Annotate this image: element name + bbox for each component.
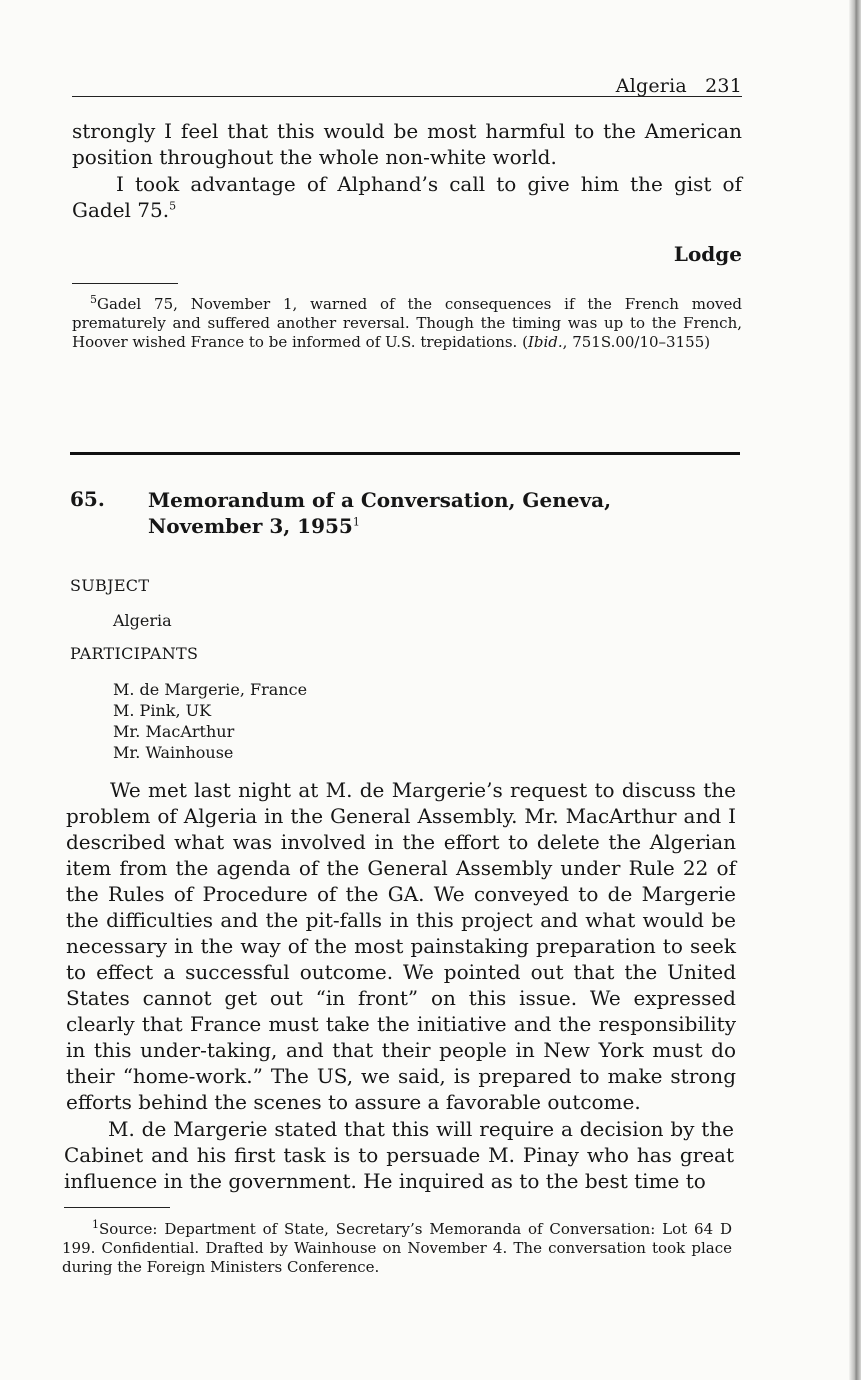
body-paragraph-2: M. de Margerie stated that this will require a decision by the Cabinet and his first task is to persuade M. Pinay who has great influence in the government. He inquired as to the best time to xyxy=(64,1117,734,1193)
document-number: 65. xyxy=(70,487,105,511)
signature: Lodge xyxy=(673,242,742,266)
subject-label: SUBJECT xyxy=(70,576,150,595)
carryover-paragraph-1: strongly I feel that this would be most harmful to the American position throughout the whole non-white world. xyxy=(72,119,742,169)
page-number: 231 xyxy=(705,75,742,97)
document-title: Memorandum of a Conversation, Geneva, November 3, 1955$^1$ xyxy=(148,488,612,538)
carryover-paragraph-2: I took advantage of Alphand’s call to give him the gist of Gadel 75.$^5$ xyxy=(72,172,742,222)
footnote-5-marker: 5 xyxy=(90,293,97,306)
footnote-ref-5: 5 xyxy=(169,199,177,213)
body-paragraph-1: We met last night at M. de Margerie’s request to discuss the problem of Algeria in the General Assembly. Mr. MacArthur and I described what was involved in the effort to delete the Algerian item from the agenda of the General Assembly under Rule 22 of the Rules of Procedure of the GA. We conveyed to de Margerie the difficulties and the pit-falls in this project and what would be necessary in the way of the most painstaking preparation to seek to effect a successful outcome. We pointed out that the United States cannot get out “in front” on this issue. We expressed clearly that France must take the initiative and the responsibility in this under-taking, and that their people in New York must do their “home-work.” The US, we said, is prepared to make strong efforts behind the scenes to assure a favorable outcome. xyxy=(66,778,736,1114)
footnote-ref-1: 1 xyxy=(352,515,360,529)
running-title: Algeria xyxy=(615,75,687,97)
participant: Mr. Wainhouse xyxy=(113,743,234,762)
subject-value: Algeria xyxy=(113,611,172,630)
footnote-1: $^1$Source: Department of State, Secretary’s Memoranda of Conversation: Lot 64 D 199. Confidential. Drafted by Wainhouse on November 4. The conversation took place during the Foreign Ministers Conference. xyxy=(62,1218,732,1276)
participant: M. de Margerie, France xyxy=(113,680,308,699)
running-header xyxy=(616,75,742,97)
footnote-5: $^5$Gadel 75, November 1, warned of the consequences if the French moved prematurely and suffered another reversal. Though the timing was up to the French, Hoover wished France to be informed of U.S. trepidations. (Ibid., 751S.00/10–3155) xyxy=(72,293,742,351)
footnote-rule xyxy=(72,283,178,284)
participants-label: PARTICIPANTS xyxy=(70,644,199,663)
footnote-rule xyxy=(64,1207,170,1208)
page-edge-shadow xyxy=(849,0,861,1380)
footnote-5-ibid: Ibid. xyxy=(527,333,563,351)
participants-list xyxy=(113,679,307,763)
section-divider xyxy=(70,452,740,455)
participant: M. Pink, UK xyxy=(113,701,212,720)
header-rule xyxy=(72,96,742,97)
participant: Mr. MacArthur xyxy=(113,722,235,741)
footnote-1-marker: 1 xyxy=(92,1218,99,1231)
